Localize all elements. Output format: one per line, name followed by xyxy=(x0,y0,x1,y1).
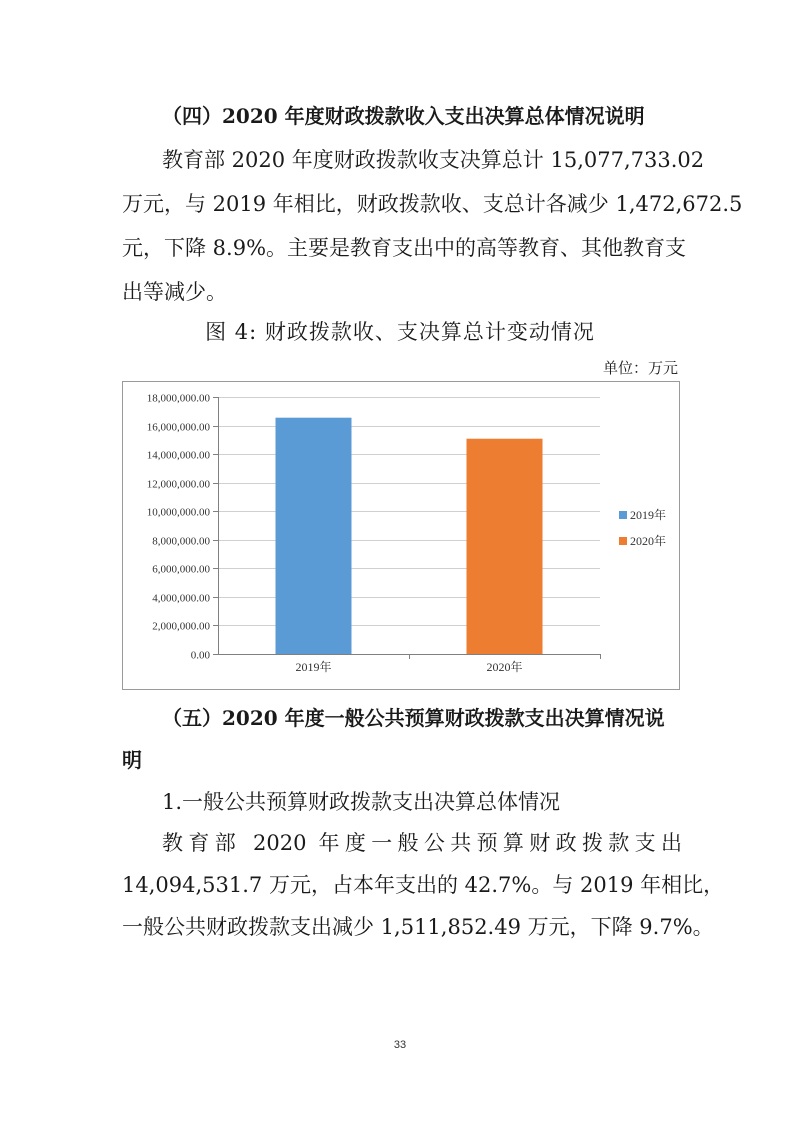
section5-heading-line-1: （五）2020 年度一般公共预算财政拨款支出决算情况说 xyxy=(162,706,665,730)
figure-title: 图 4: 财政拨款收、支决算总计变动情况 xyxy=(205,320,595,344)
section5-line-1: 教育部 2020 年度一般公共预算财政拨款支出 xyxy=(162,831,682,855)
bar-2019年 xyxy=(276,418,352,654)
bar-chart xyxy=(122,381,680,690)
bar-2020年 xyxy=(467,439,543,654)
legend-label: 2019年 xyxy=(630,508,667,522)
section4-line-1: 教育部 2020 年度财政拨款收支决算总计 15,077,733.02 xyxy=(162,148,705,172)
y-tick-label: 2,000,000.00 xyxy=(152,620,210,633)
y-tick-label: 16,000,000.00 xyxy=(146,421,210,434)
x-tick-label: 2020年 xyxy=(486,660,523,674)
y-tick-label: 12,000,000.00 xyxy=(146,478,210,491)
page-number: 33 xyxy=(393,1039,407,1051)
legend-swatch xyxy=(619,511,627,519)
legend-label: 2020年 xyxy=(630,534,667,548)
y-tick-label: 4,000,000.00 xyxy=(152,592,210,605)
y-tick-label: 8,000,000.00 xyxy=(152,535,210,548)
x-tick-label: 2019年 xyxy=(295,660,332,674)
section4-line-4: 出等减少。 xyxy=(122,280,227,304)
y-tick-label: 14,000,000.00 xyxy=(146,449,210,462)
y-tick-label: 10,000,000.00 xyxy=(146,506,210,519)
y-tick-label: 0.00 xyxy=(190,649,210,662)
section5-line-2: 14,094,531.7 万元，占本年支出的 42.7%。与 2019 年相比， xyxy=(122,873,725,897)
section4-line-2: 万元，与 2019 年相比，财政拨款收、支总计各减少 1,472,672.5 xyxy=(122,192,743,216)
y-tick-label: 6,000,000.00 xyxy=(152,563,210,576)
section5-line-3: 一般公共财政拨款支出减少 1,511,852.49 万元，下降 9.7%。 xyxy=(122,915,714,939)
figure-unit: 单位：万元 xyxy=(602,359,678,377)
section4-heading: （四）2020 年度财政拨款收入支出决算总体情况说明 xyxy=(162,104,645,128)
legend-swatch xyxy=(619,537,627,545)
section5-heading-line-2: 明 xyxy=(122,748,142,772)
section4-line-3: 元，下降 8.9%。主要是教育支出中的高等教育、其他教育支 xyxy=(122,236,687,260)
y-tick-label: 18,000,000.00 xyxy=(146,392,210,405)
section5-sub-heading: 1.一般公共预算财政拨款支出决算总体情况 xyxy=(162,790,561,814)
